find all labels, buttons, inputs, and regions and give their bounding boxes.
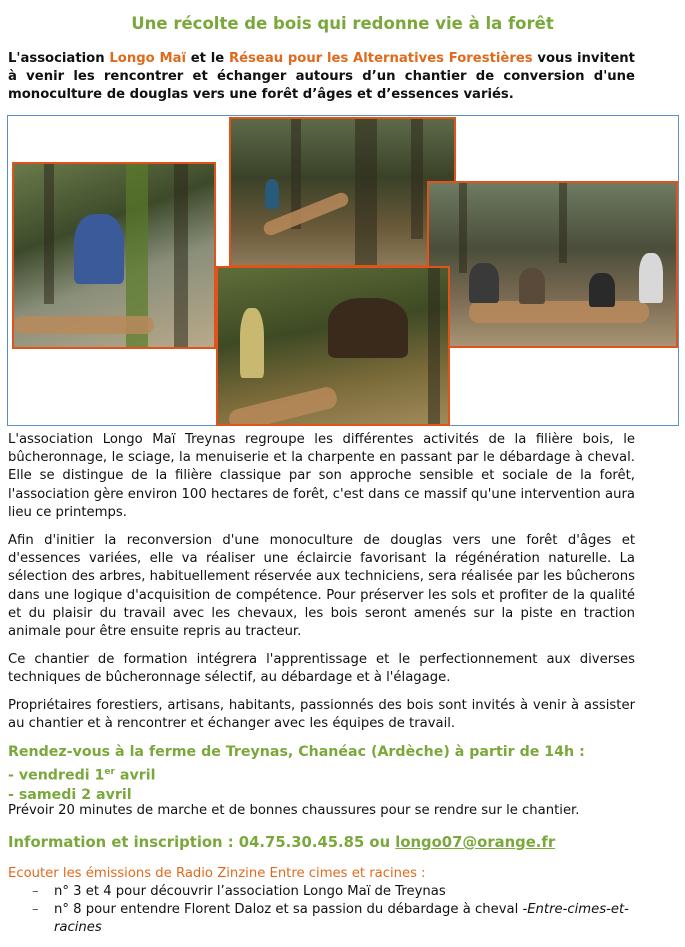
paragraph-3: Ce chantier de formation intégrera l'apprentissage et le perfectionnement aux diverses techniques de bûcheronnage sélectif, au débardage et à l'élagage.: [8, 652, 635, 686]
radio-item-2-italic: -Entre-cimes-et-racines: [54, 902, 629, 935]
paragraph-1: L'association Longo Maï Treynas regroupe les différentes activités de la filière bois, le bûcheronnage, le sciage, la menuiserie et la charpente en passant par le débardage à cheval. Elle se distingue de la filière classique par son approche sensible et sociale de la forêt, l'association gère environ 100 hectares de forêt, c'est dans ce massif qu'une intervention aura lieu ce printemps.: [8, 432, 635, 520]
day1-sup: er: [104, 766, 115, 777]
list-item: [32, 901, 632, 937]
rendezvous-block: [8, 743, 585, 805]
day1-prefix: - vendredi 1: [8, 767, 105, 784]
dash-icon: –: [32, 902, 39, 917]
radio-list: [32, 883, 632, 937]
org-reseau: Réseau pour les Alternatives Forestières: [228, 51, 533, 66]
intro-suffix: vous invitent à venir les rencontrer et échanger autours d’un chantier de conversion d'une monoculture de douglas vers une forêt d’âges et d’essences variés.: [8, 51, 635, 102]
rendezvous-day-2: - samedi 2 avril: [8, 786, 132, 803]
intro-paragraph: [8, 50, 635, 104]
rendezvous-day-1: [8, 763, 585, 786]
intro-mid: et le: [186, 51, 229, 66]
radio-item-1: n° 3 et 4 pour découvrir l’association Longo Maï de Treynas: [54, 884, 446, 899]
radio-item-2: n° 8 pour entendre Florent Daloz et sa passion du débardage à cheval: [54, 902, 519, 917]
info-label: Information et inscription : 04.75.30.45.85 ou: [8, 834, 396, 851]
email-link[interactable]: longo07@orange.fr: [395, 834, 556, 851]
rendezvous-heading: Rendez-vous à la ferme de Treynas, Chanéac (Ardèche) à partir de 14h :: [8, 744, 585, 760]
radio-heading: Ecouter les émissions de Radio Zinzine Entre cimes et racines :: [8, 866, 426, 881]
paragraph-4: Propriétaires forestiers, artisans, habitants, passionnés des bois sont invités à venir à assister au chantier et à rencontrer et échanger avec les équipes de travail.: [8, 698, 635, 732]
intro-prefix: L'association: [8, 51, 110, 66]
org-longo-mai: Longo Maï: [109, 51, 186, 66]
photo-horse-logging: [216, 266, 450, 426]
info-line: [8, 834, 555, 851]
paragraph-2: Afin d'initier la reconversion d'une monoculture de douglas vers une forêt d'âges et d'essences variées, elle va réaliser une éclaircie favorisant la régénération naturelle. La sélection des arbres, habituellement réservée aux techniciens, sera réalisée par les bûcherons dans une logique d'acquisition de compétence. Pour préserver les sols et profiter de la qualité et du plaisir du travail avec les chevaux, les bois seront amenés sur la piste en traction animale pour être ensuite repris au tracteur.: [8, 533, 635, 640]
photo-forest-horses: [229, 117, 456, 267]
photo-woodcutter: [12, 162, 216, 349]
dash-icon: –: [32, 884, 39, 899]
rendezvous-note: Prévoir 20 minutes de marche et de bonnes chaussures pour se rendre sur le chantier.: [8, 803, 580, 818]
day1-suffix: avril: [114, 767, 156, 784]
photo-group-meeting: [427, 181, 678, 348]
list-item: [32, 883, 632, 901]
page-title: Une récolte de bois qui redonne vie à la forêt: [131, 14, 554, 33]
